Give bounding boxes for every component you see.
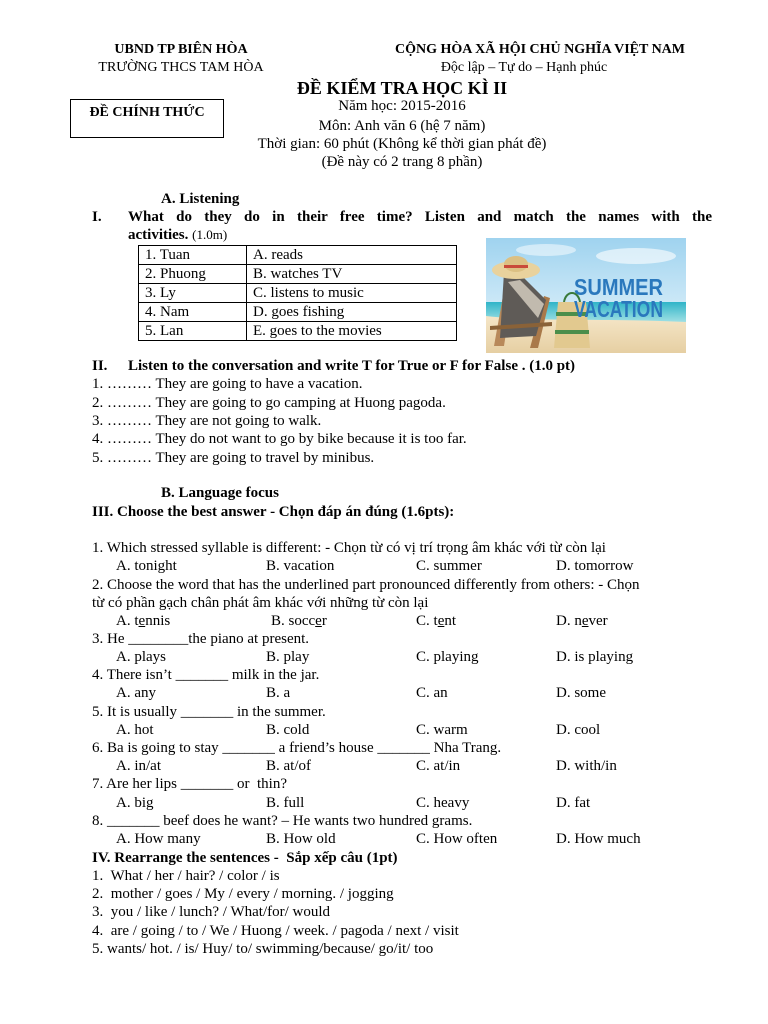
- option-word-end: r: [321, 613, 327, 629]
- option-word-end: nnis: [145, 613, 171, 629]
- question-5-option-a: A. hot: [116, 722, 154, 738]
- underlined-letter: e: [138, 613, 146, 629]
- question-1-option-d: D. tomorrow: [556, 558, 634, 574]
- school-year: Năm học: 2015-2016: [338, 98, 466, 114]
- option-word-start: t: [433, 613, 438, 629]
- question-4-option-d: D. some: [556, 685, 606, 701]
- rearrange-item: 2. mother / goes / My / every / morning. / jogging: [92, 886, 394, 902]
- question-8-text: 8. _______ beef does he want? – He wants two hundred grams.: [92, 813, 473, 829]
- part-1-points: (1.0m): [192, 227, 228, 242]
- question-2-text-line1: 2. Choose the word that has the underlined part pronounced differently from others: - Chọn: [92, 577, 640, 593]
- cloud: [596, 248, 676, 264]
- question-5-text: 5. It is usually _______ in the summer.: [92, 704, 326, 720]
- question-6-option-b: B. at/of: [266, 758, 311, 774]
- question-2-option-c: [416, 612, 456, 630]
- question-3-option-d: D. is playing: [556, 649, 634, 665]
- question-3-text: 3. He ________the piano at present.: [92, 631, 310, 647]
- pages-note: (Đề này có 2 trang 8 phần): [321, 154, 483, 170]
- true-false-statement: 1. ……… They are going to have a vacation.: [92, 376, 363, 392]
- name-cell: 5. Lan: [139, 322, 247, 341]
- name-cell: 1. Tuan: [139, 246, 247, 265]
- underlined-letter: e: [437, 613, 445, 629]
- question-6-option-a: A. in/at: [116, 758, 161, 774]
- option-letter: B.: [271, 613, 285, 629]
- question-5-option-d: D. cool: [556, 722, 601, 738]
- question-1-option-c: C. summer: [416, 558, 482, 574]
- national-title: CỘNG HÒA XÃ HỘI CHỦ NGHĨA VIỆT NAM: [394, 42, 685, 57]
- question-6-text: 6. Ba is going to stay _______ a friend’s house _______ Nha Trang.: [92, 740, 502, 756]
- question-8-option-c: C. How often: [416, 831, 498, 847]
- table-row: [139, 265, 457, 284]
- activity-cell: B. watches TV: [247, 265, 457, 284]
- question-3-option-c: C. playing: [416, 649, 479, 665]
- part-4-instruction: IV. Rearrange the sentences - Sắp xếp câu (1pt): [92, 850, 398, 866]
- underlined-letter: e: [581, 613, 589, 629]
- exam-time: Thời gian: 60 phút (Không kể thời gian phát đề): [257, 136, 547, 152]
- official-exam-box: ĐỀ CHÍNH THỨC: [70, 99, 224, 138]
- school-name: TRƯỜNG THCS TAM HÒA: [98, 60, 264, 75]
- question-8-option-b: B. How old: [266, 831, 336, 847]
- part-3-instruction: III. Choose the best answer - Chọn đáp án đúng (1.6pts):: [92, 504, 455, 520]
- question-2-option-a: [116, 612, 170, 630]
- question-7-option-a: A. big: [116, 795, 154, 811]
- option-word-end: nt: [444, 613, 457, 629]
- national-motto: Độc lập – Tự do – Hạnh phúc: [440, 60, 608, 75]
- question-7-option-c: C. heavy: [416, 795, 470, 811]
- question-1-option-a: A. tonight: [116, 558, 177, 574]
- question-4-option-a: A. any: [116, 685, 156, 701]
- beach-illustration: [486, 238, 686, 353]
- section-b-heading: B. Language focus: [161, 485, 279, 501]
- cloud: [516, 244, 576, 256]
- option-word-end: ver: [588, 613, 608, 629]
- rearrange-item: 1. What / her / hair? / color / is: [92, 868, 280, 884]
- question-1-text: 1. Which stressed syllable is different: - Chọn từ có vị trí trọng âm khác với từ còn lại: [92, 540, 606, 556]
- part-2-number: II.: [92, 358, 108, 374]
- summer-vacation-picture: [486, 238, 686, 353]
- subject: Môn: Anh văn 6 (hệ 7 năm): [318, 118, 486, 134]
- section-a-heading: A. Listening: [161, 191, 240, 207]
- rearrange-item: 5. wants/ hot. / is/ Huy/ to/ swimming/because/ go/it/ too: [92, 941, 434, 957]
- rearrange-item: 4. are / going / to / We / Huong / week. / pagoda / next / visit: [92, 923, 459, 939]
- question-5-option-b: B. cold: [266, 722, 310, 738]
- picture-title-line2: VACATION: [574, 296, 663, 322]
- option-letter: D.: [556, 613, 571, 629]
- option-word-start: n: [574, 613, 582, 629]
- true-false-statement: 3. ……… They are not going to walk.: [92, 413, 322, 429]
- question-3-option-b: B. play: [266, 649, 310, 665]
- underlined-letter: e: [315, 613, 322, 629]
- question-3-option-a: A. plays: [116, 649, 166, 665]
- part-1-instruction-end: activities.: [128, 227, 189, 243]
- name-cell: 3. Ly: [139, 284, 247, 303]
- question-5-option-c: C. warm: [416, 722, 468, 738]
- option-word-start: socc: [288, 613, 316, 629]
- activity-cell: C. listens to music: [247, 284, 457, 303]
- part-2-instruction: Listen to the conversation and write T for True or F for False . (1.0 pt): [128, 358, 576, 374]
- activity-cell: D. goes fishing: [247, 303, 457, 322]
- question-6-option-c: C. at/in: [416, 758, 461, 774]
- name-cell: 2. Phuong: [139, 265, 247, 284]
- department-name: UBND TP BIÊN HÒA: [114, 42, 248, 57]
- part-1-instruction-line2: [128, 226, 227, 244]
- picture-title-line1: SUMMER: [574, 274, 664, 300]
- table-row: [139, 284, 457, 303]
- true-false-statement: 5. ……… They are going to travel by minibus.: [92, 450, 375, 466]
- matching-table: [138, 245, 457, 341]
- question-2-option-b: [271, 612, 327, 630]
- question-7-text: 7. Are her lips _______ or thin?: [92, 776, 287, 792]
- question-7-option-b: B. full: [266, 795, 305, 811]
- table-row: [139, 303, 457, 322]
- true-false-statement: 2. ……… They are going to go camping at Huong pagoda.: [92, 395, 446, 411]
- table-row: [139, 322, 457, 341]
- question-1-option-b: B. vacation: [266, 558, 335, 574]
- option-word-start: t: [134, 613, 139, 629]
- activity-cell: A. reads: [247, 246, 457, 265]
- name-cell: 4. Nam: [139, 303, 247, 322]
- question-2-option-d: [556, 612, 608, 630]
- exam-title: ĐỀ KIỂM TRA HỌC KÌ II: [296, 78, 508, 98]
- question-6-option-d: D. with/in: [556, 758, 617, 774]
- question-4-option-b: B. a: [266, 685, 291, 701]
- question-8-option-a: A. How many: [116, 831, 201, 847]
- question-2-text-line2: từ có phần gạch chân phát âm khác với những từ còn lại: [92, 595, 429, 611]
- question-4-option-c: C. an: [416, 685, 448, 701]
- question-8-option-d: D. How much: [556, 831, 641, 847]
- activity-cell: E. goes to the movies: [247, 322, 457, 341]
- table-row: [139, 246, 457, 265]
- option-letter: A.: [116, 613, 131, 629]
- true-false-statement: 4. ……… They do not want to go by bike because it is too far.: [92, 431, 467, 447]
- question-7-option-d: D. fat: [556, 795, 591, 811]
- part-1-number: I.: [92, 209, 102, 225]
- option-letter: C.: [416, 613, 430, 629]
- part-1-instruction-line1: What do they do in their free time? Listen and match the names with the: [128, 209, 712, 225]
- question-4-text: 4. There isn’t _______ milk in the jar.: [92, 667, 320, 683]
- rearrange-item: 3. you / like / lunch? / What/for/ would: [92, 904, 331, 920]
